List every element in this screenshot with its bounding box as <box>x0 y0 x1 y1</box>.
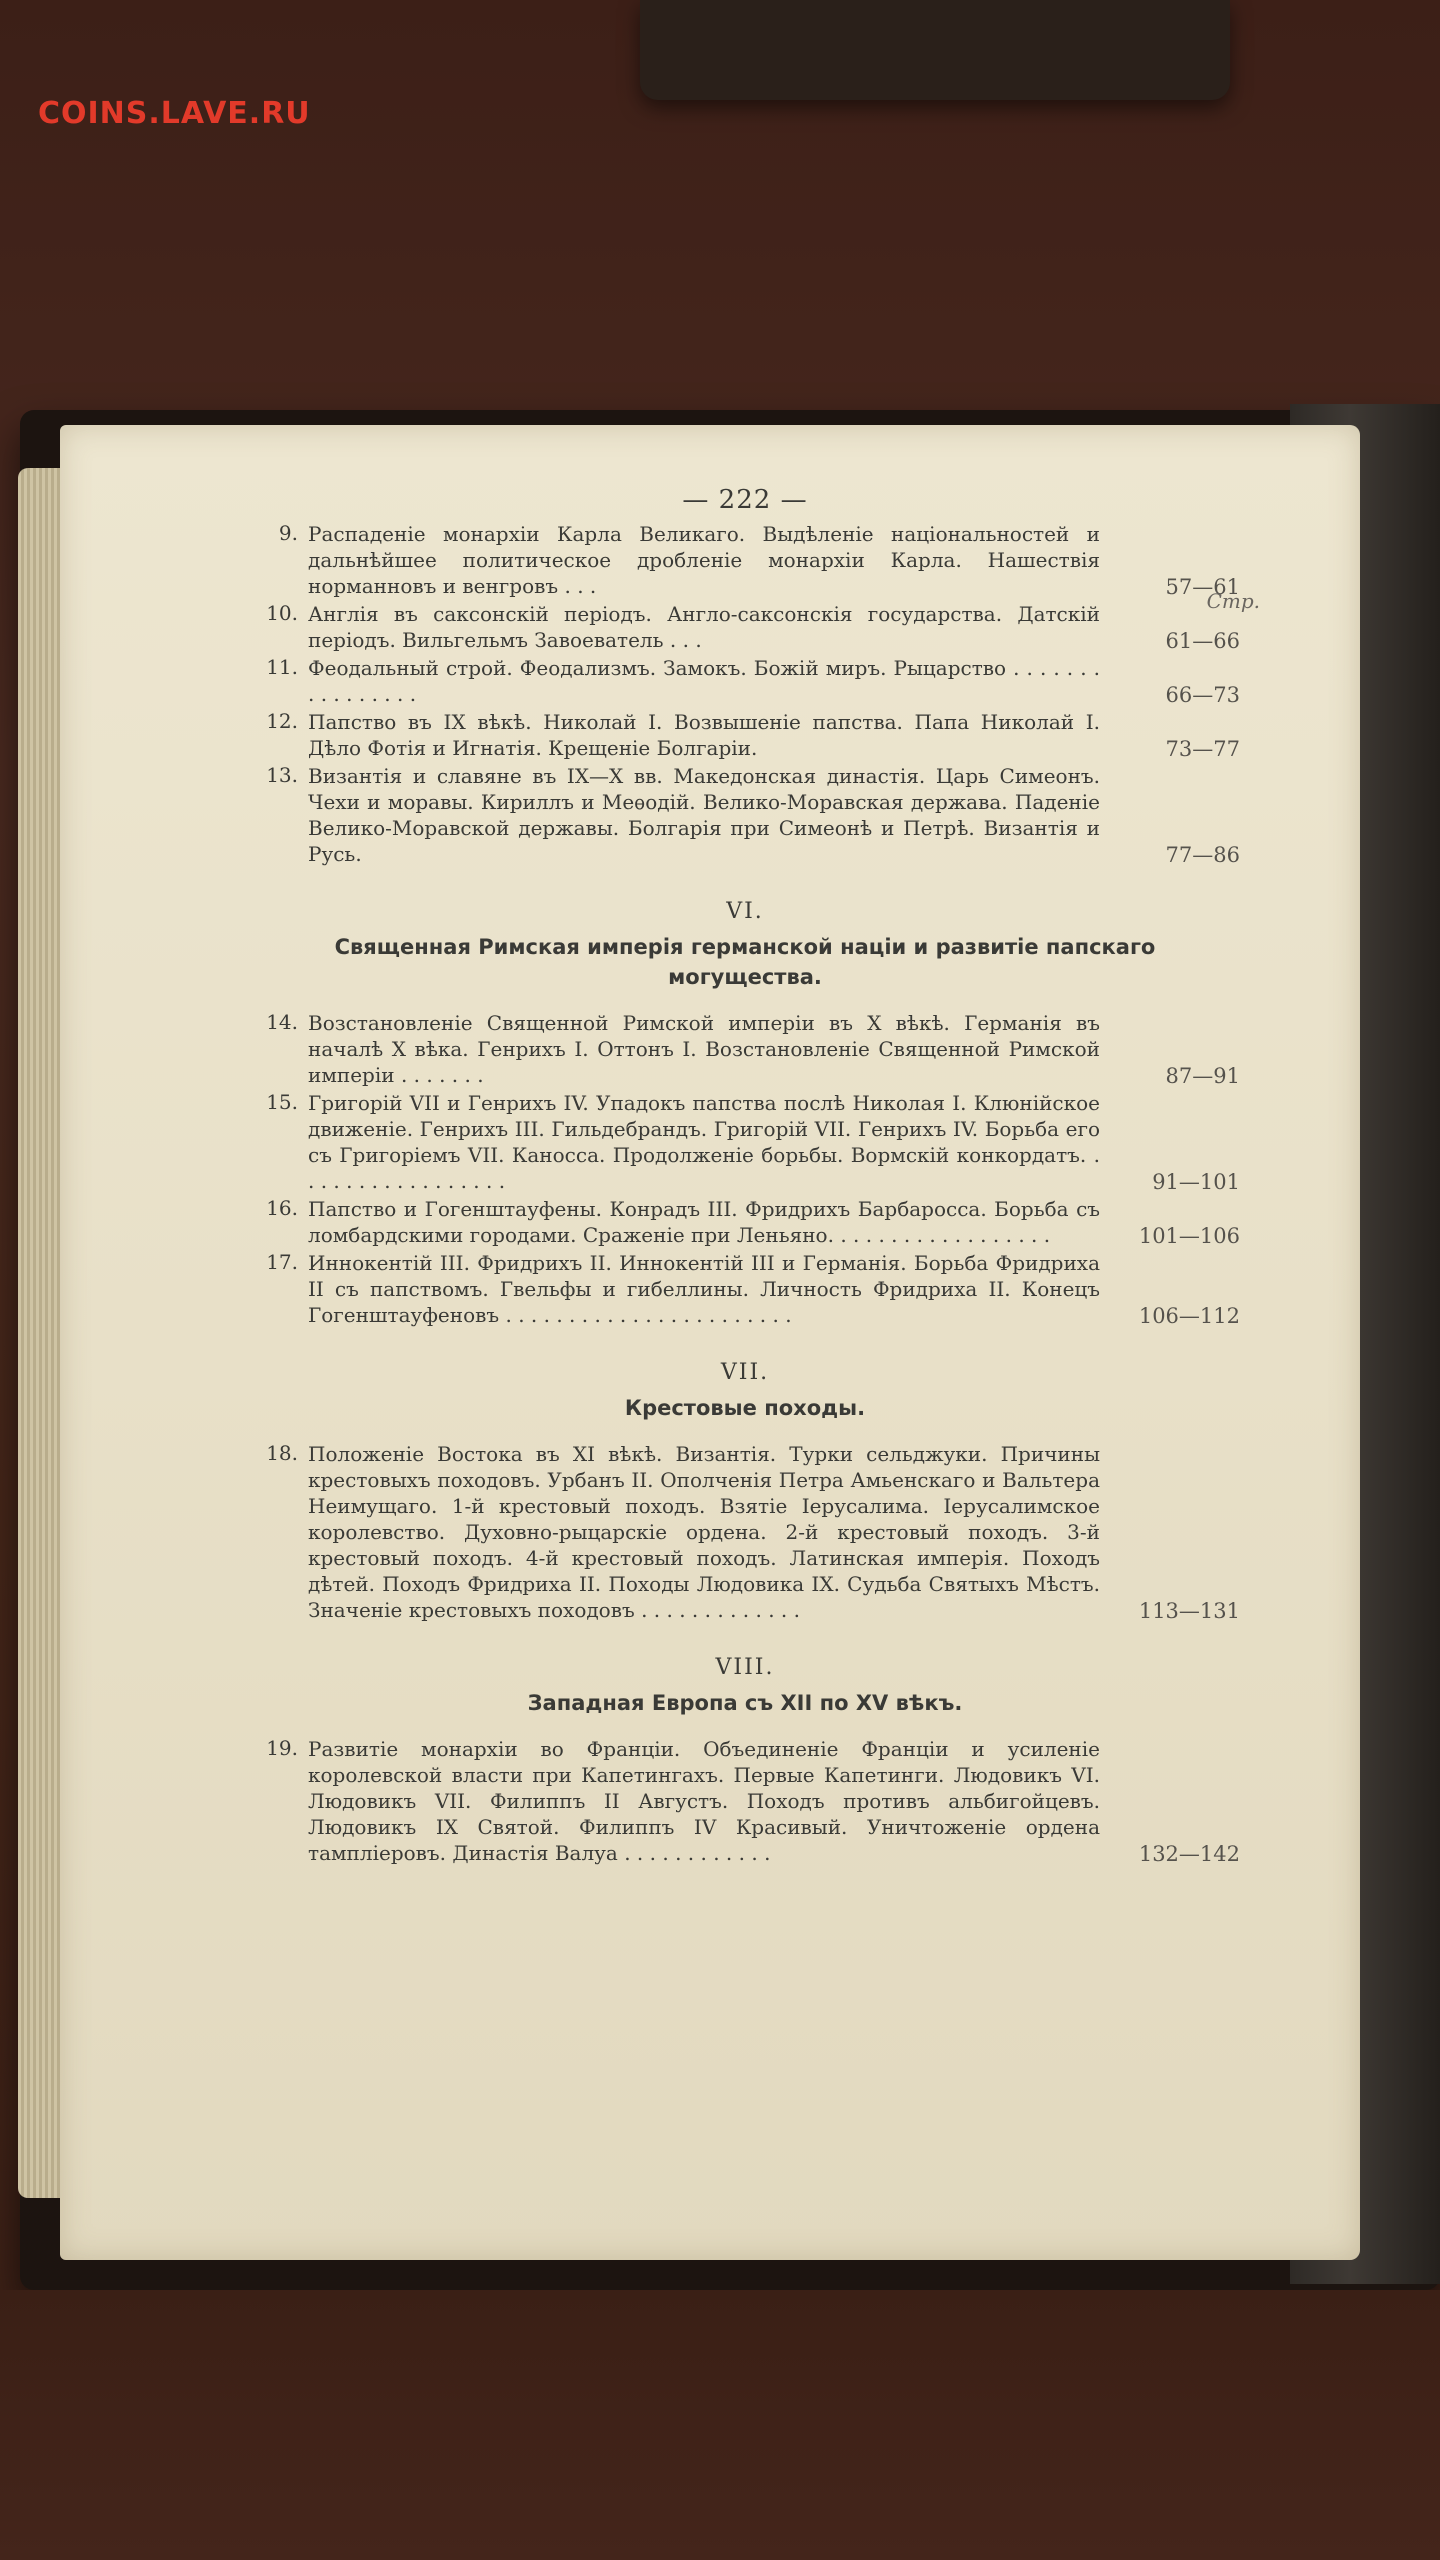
page-number: — 222 — <box>682 485 808 515</box>
entry-pages: 66—73 <box>1165 683 1240 707</box>
toc-entry <box>250 763 1240 867</box>
toc-entry <box>250 1196 1240 1248</box>
entry-pages: 113—131 <box>1138 1599 1240 1623</box>
toc-entry <box>250 1250 1240 1328</box>
toc-entry <box>250 1736 1240 1866</box>
entry-text: Распаденіе монархіи Карла Великаго. Выдѣленіе національностей и дальнѣйшее политическое дробленіе монархіи Карла. Нашествія норманновъ и венгровъ . . . <box>308 522 1100 598</box>
section-number: VIII. <box>715 1655 775 1680</box>
entry-number: 13. <box>266 763 298 787</box>
entry-number: 9. <box>278 521 298 545</box>
section-title: Священная Римская имперія германской націи и развитіе папскаго могущества. <box>334 935 1156 989</box>
entries-group <box>250 1736 1240 1866</box>
entry-text: Папство и Гогенштауфены. Конрадъ III. Фридрихъ Барбаросса. Борьба съ ломбардскими городами. Сраженіе при Леньяно. . . . . . . . . . . . . . . . . . <box>308 1197 1100 1247</box>
table-of-contents <box>250 485 1260 1868</box>
entry-text: Папство въ IX вѣкѣ. Николай I. Возвышеніе папства. Папа Николай I. Дѣло Фотія и Игнатія. Крещеніе Болгаріи. <box>308 710 1100 760</box>
entry-pages: 61—66 <box>1165 629 1240 653</box>
background-book <box>640 0 1230 100</box>
entry-number: 15. <box>266 1090 298 1114</box>
entry-text: Развитіе монархіи во Франціи. Объединеніе Франціи и усиленіе королевской власти при Капетингахъ. Первые Капетинги. Людовикъ VI. Людовикъ VII. Филиппъ II Августъ. Походъ противъ альбигойцевъ. Людовикъ IX Святой. Филиппъ IV Красивый. Уничтоженіе ордена тампліеровъ. Династія Валуа . . . . . . . . . . . . <box>308 1737 1100 1865</box>
entry-number: 12. <box>266 709 298 733</box>
section-number: VII. <box>720 1360 770 1385</box>
entry-pages: 87—91 <box>1165 1064 1240 1088</box>
entries-group <box>250 1010 1240 1328</box>
toc-entry <box>250 521 1240 599</box>
entry-number: 18. <box>266 1441 298 1465</box>
toc-entry <box>250 601 1240 653</box>
toc-entry <box>250 1090 1240 1194</box>
entry-text: Возстановленіе Священной Римской имперіи въ X вѣкѣ. Германія въ началѣ X вѣка. Генрихъ I. Оттонъ I. Возстановленіе Священной Римской имперіи . . . . . . . <box>308 1011 1100 1087</box>
entry-pages: 57—61 <box>1165 575 1240 599</box>
entry-pages: 106—112 <box>1138 1304 1240 1328</box>
entry-text: Григорій VII и Генрихъ IV. Упадокъ папства послѣ Николая I. Клюнійское движеніе. Генрихъ III. Гильдебрандъ. Григорій VII. Генрихъ IV. Борьба его съ Григоріемъ VII. Каносса. Продолженіе борьбы. Вормскій конкордатъ. . . . . . . . . . . . . . . . . . <box>308 1091 1100 1193</box>
entry-number: 14. <box>266 1010 298 1034</box>
toc-entry <box>250 655 1240 707</box>
book-page <box>60 425 1360 2260</box>
entry-text: Византія и славяне въ IX—X вв. Македонская династія. Царь Симеонъ. Чехи и моравы. Кириллъ и Меѳодій. Велико-Моравская держава. Паденіе Велико-Моравской державы. Болгарія при Симеонѣ и Петрѣ. Византія и Русь. <box>308 764 1100 866</box>
entry-pages: 101—106 <box>1138 1224 1240 1248</box>
entry-text: Иннокентій III. Фридрихъ II. Иннокентій III и Германія. Борьба Фридриха II съ папствомъ. Гвельфы и гибеллины. Личность Фридриха II. Конецъ Гогенштауфеновъ . . . . . . . . . . . . . . . . . . . . . . . <box>308 1251 1100 1327</box>
section-number: VI. <box>726 899 764 924</box>
entry-pages: 91—101 <box>1152 1170 1240 1194</box>
entry-number: 19. <box>266 1736 298 1760</box>
column-header: Стр. <box>1206 589 1260 613</box>
entries-group <box>250 521 1240 867</box>
entry-pages: 73—77 <box>1165 737 1240 761</box>
toc-entry <box>250 709 1240 761</box>
section-title: Западная Европа съ XII по XV вѣкъ. <box>527 1691 963 1715</box>
entry-number: 17. <box>266 1250 298 1274</box>
section-title: Крестовые походы. <box>624 1396 866 1420</box>
toc-entry <box>250 1441 1240 1623</box>
entry-number: 16. <box>266 1196 298 1220</box>
toc-entry <box>250 1010 1240 1088</box>
entries-group <box>250 1441 1240 1623</box>
table-surface <box>0 2290 1440 2560</box>
entry-text: Феодальный строй. Феодализмъ. Замокъ. Божій миръ. Рыцарство . . . . . . . . . . . . . . . . <box>308 656 1100 706</box>
entry-text: Положеніе Востока въ XI вѣкѣ. Византія. Турки сельджуки. Причины крестовыхъ походовъ. Урбанъ II. Ополченія Петра Амьенскаго и Вальтера Неимущаго. 1-й крестовый походъ. Взятіе Іерусалима. Іерусалимское королевство. Духовно-рыцарскіе ордена. 2-й крестовый походъ. 3-й крестовый походъ. 4-й крестовый походъ. Латинская имперія. Походъ дѣтей. Походъ Фридриха II. Походы Людовика IX. Судьба Святыхъ Мѣстъ. Значеніе крестовыхъ походовъ . . . . . . . . . . . . . <box>308 1442 1100 1622</box>
entry-number: 10. <box>266 601 298 625</box>
entry-text: Англія въ саксонскій періодъ. Англо-саксонскія государства. Датскій періодъ. Вильгельмъ Завоеватель . . . <box>308 602 1100 652</box>
watermark-text: COINS.LAVE.RU <box>38 96 311 131</box>
entry-pages: 132—142 <box>1138 1842 1240 1866</box>
entry-number: 11. <box>266 655 298 679</box>
entry-pages: 77—86 <box>1165 843 1240 867</box>
